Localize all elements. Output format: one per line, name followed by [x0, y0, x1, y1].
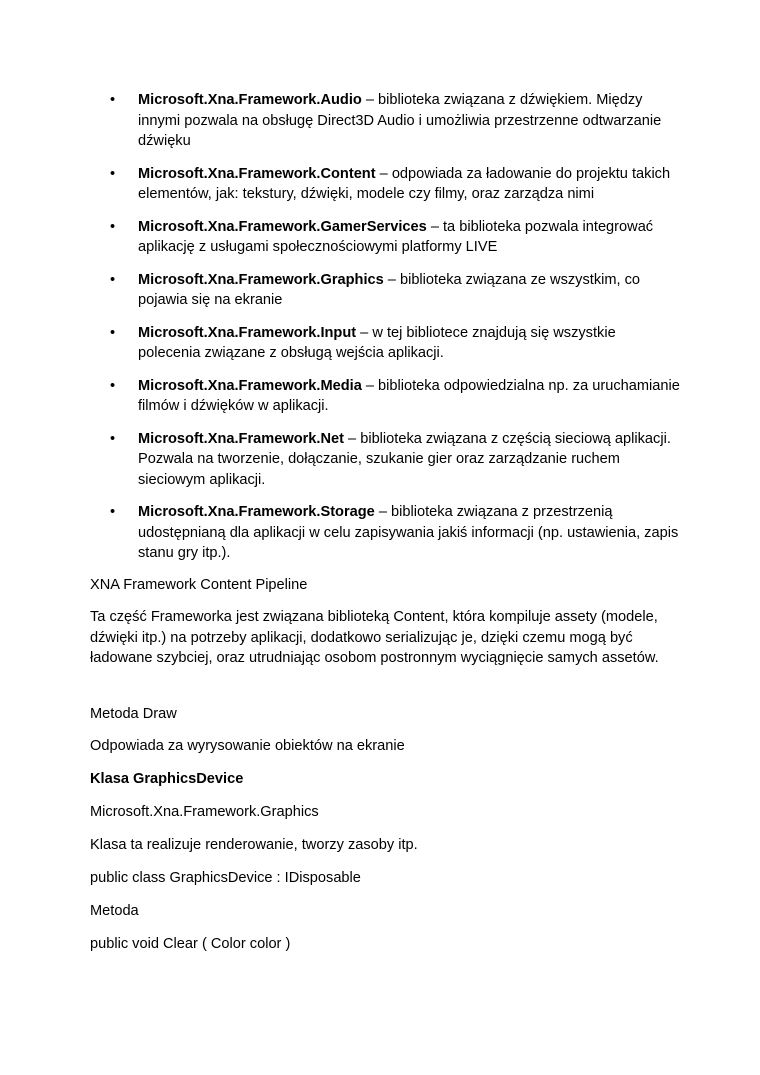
clear-method-signature: public void Clear ( Color color ) [90, 936, 291, 952]
bullet-icon: • [110, 324, 116, 341]
namespace-name: Microsoft.Xna.Framework.Audio [138, 92, 362, 108]
bullet-icon: • [110, 430, 116, 447]
bullet-icon: • [110, 165, 116, 182]
draw-paragraph: Odpowiada za wyrysowanie obiektów na ekranie [90, 738, 405, 754]
namespace-description: – ta biblioteka pozwala integrować aplikację z usługami społecznościowymi platformy LIVE [138, 218, 654, 255]
namespace-name: Microsoft.Xna.Framework.Graphics [138, 271, 384, 288]
namespace-name: Microsoft.Xna.Framework.Media [138, 377, 362, 394]
graphicsdevice-declaration: public class GraphicsDevice : IDisposable [90, 870, 361, 886]
namespace-description: – biblioteka odpowiedzialna np. za uruchamianie filmów i dźwięków w aplikacji. [138, 377, 680, 414]
list-item [90, 376, 680, 417]
namespace-description: – biblioteka związana ze wszystkim, co pojawia się na ekranie [138, 271, 641, 308]
graphicsdevice-heading: Klasa GraphicsDevice [90, 771, 244, 787]
namespace-list [90, 90, 680, 576]
namespace-name: Microsoft.Xna.Framework.Input [138, 324, 357, 341]
namespace-description: – biblioteka związana z częścią sieciową aplikacji. Pozwala na tworzenie, dołączanie, szukanie gier oraz zarządzanie ruchem sieciowym aplikacji. [138, 430, 671, 488]
namespace-name: Microsoft.Xna.Framework.Content [138, 165, 376, 182]
list-item [90, 323, 680, 364]
namespace-name: Microsoft.Xna.Framework.Net [138, 430, 344, 447]
content-pipeline-heading: XNA Framework Content Pipeline [90, 577, 308, 593]
list-item [90, 502, 680, 564]
draw-heading: Metoda Draw [90, 706, 177, 722]
graphicsdevice-description: Klasa ta realizuje renderowanie, tworzy zasoby itp. [90, 837, 418, 853]
bullet-icon: • [110, 271, 116, 288]
bullet-icon: • [110, 504, 116, 520]
bullet-icon: • [110, 218, 116, 235]
list-item [90, 429, 680, 491]
method-label: Metoda [90, 903, 139, 919]
namespace-description: – odpowiada za ładowanie do projektu takich elementów, jak: tekstury, dźwięki, modele czy filmy, oraz zarządza nimi [138, 165, 671, 202]
bullet-icon: • [110, 92, 116, 108]
namespace-description: – w tej bibliotece znajdują się wszystkie polecenia związane z obsługą wejścia aplikacji. [138, 324, 616, 361]
list-item [90, 270, 680, 311]
bullet-icon: • [110, 377, 116, 394]
namespace-name: Microsoft.Xna.Framework.GamerServices [138, 218, 427, 235]
list-item [90, 90, 680, 152]
namespace-name: Microsoft.Xna.Framework.Storage [138, 504, 375, 520]
namespace-description: – biblioteka związana z przestrzenią udostępnianą dla aplikacji w celu zapisywania jakiś informacji (np. ustawienia, zapis stanu gry itp.). [138, 504, 679, 561]
list-item [90, 164, 680, 205]
graphicsdevice-namespace: Microsoft.Xna.Framework.Graphics [90, 804, 319, 820]
content-pipeline-paragraph: Ta część Frameworka jest związana biblioteką Content, która kompiluje assety (modele, dźwięki itp.) na potrzeby aplikacji, dodatkowo serializując je, dzięki czemu mogą być ładowane szybciej, oraz utrudniając osobom postronnym wyciągnięcie samych assetów. [90, 609, 659, 666]
list-item [90, 217, 680, 258]
namespace-description: – biblioteka związana z dźwiękiem. Między innymi pozwala na obsługę Direct3D Audio i umożliwia przestrzenne odtwarzanie dźwięku [138, 92, 662, 149]
